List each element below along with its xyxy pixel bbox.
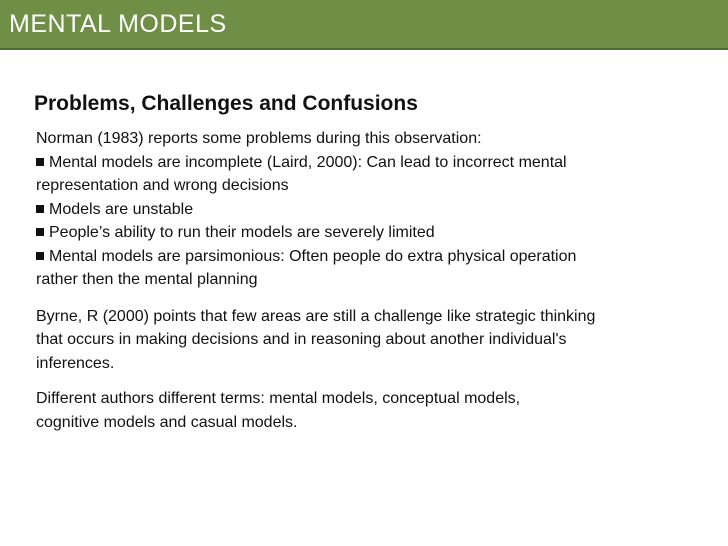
header-bar bbox=[0, 0, 728, 50]
square-bullet-icon bbox=[36, 228, 44, 236]
slide-heading: Problems, Challenges and Confusions bbox=[34, 92, 418, 115]
square-bullet-icon bbox=[36, 252, 44, 260]
slide-content bbox=[36, 127, 696, 434]
bullet-item bbox=[36, 198, 696, 222]
paragraph-line: cognitive models and casual models. bbox=[36, 413, 298, 431]
intro-text: Norman (1983) reports some problems during this observation: bbox=[36, 130, 482, 147]
bullet-continuation: representation and wrong decisions bbox=[36, 177, 289, 194]
paragraph-line: inferences. bbox=[36, 354, 115, 372]
bullet-text: People’s ability to run their models are severely limited bbox=[49, 224, 435, 241]
bullet-continuation: rather then the mental planning bbox=[36, 271, 258, 288]
paragraph-line: Different authors different terms: mental models, conceptual models, bbox=[36, 390, 521, 407]
bullet-item bbox=[36, 221, 696, 245]
bullet-text: Models are unstable bbox=[49, 200, 194, 218]
bullet-item bbox=[36, 151, 696, 175]
paragraph-line: that occurs in making decisions and in reasoning about another individual's bbox=[36, 331, 567, 348]
slide-section-title: MENTAL MODELS bbox=[9, 10, 227, 38]
bullet-item bbox=[36, 245, 696, 269]
bullet-text: Mental models are incomplete (Laird, 2000): Can lead to incorrect mental bbox=[49, 153, 567, 171]
square-bullet-icon bbox=[36, 158, 44, 166]
bullet-text: Mental models are parsimonious: Often people do extra physical operation bbox=[49, 247, 577, 265]
paragraph-line: Byrne, R (2000) points that few areas are still a challenge like strategic thinking bbox=[36, 307, 596, 325]
square-bullet-icon bbox=[36, 205, 44, 213]
